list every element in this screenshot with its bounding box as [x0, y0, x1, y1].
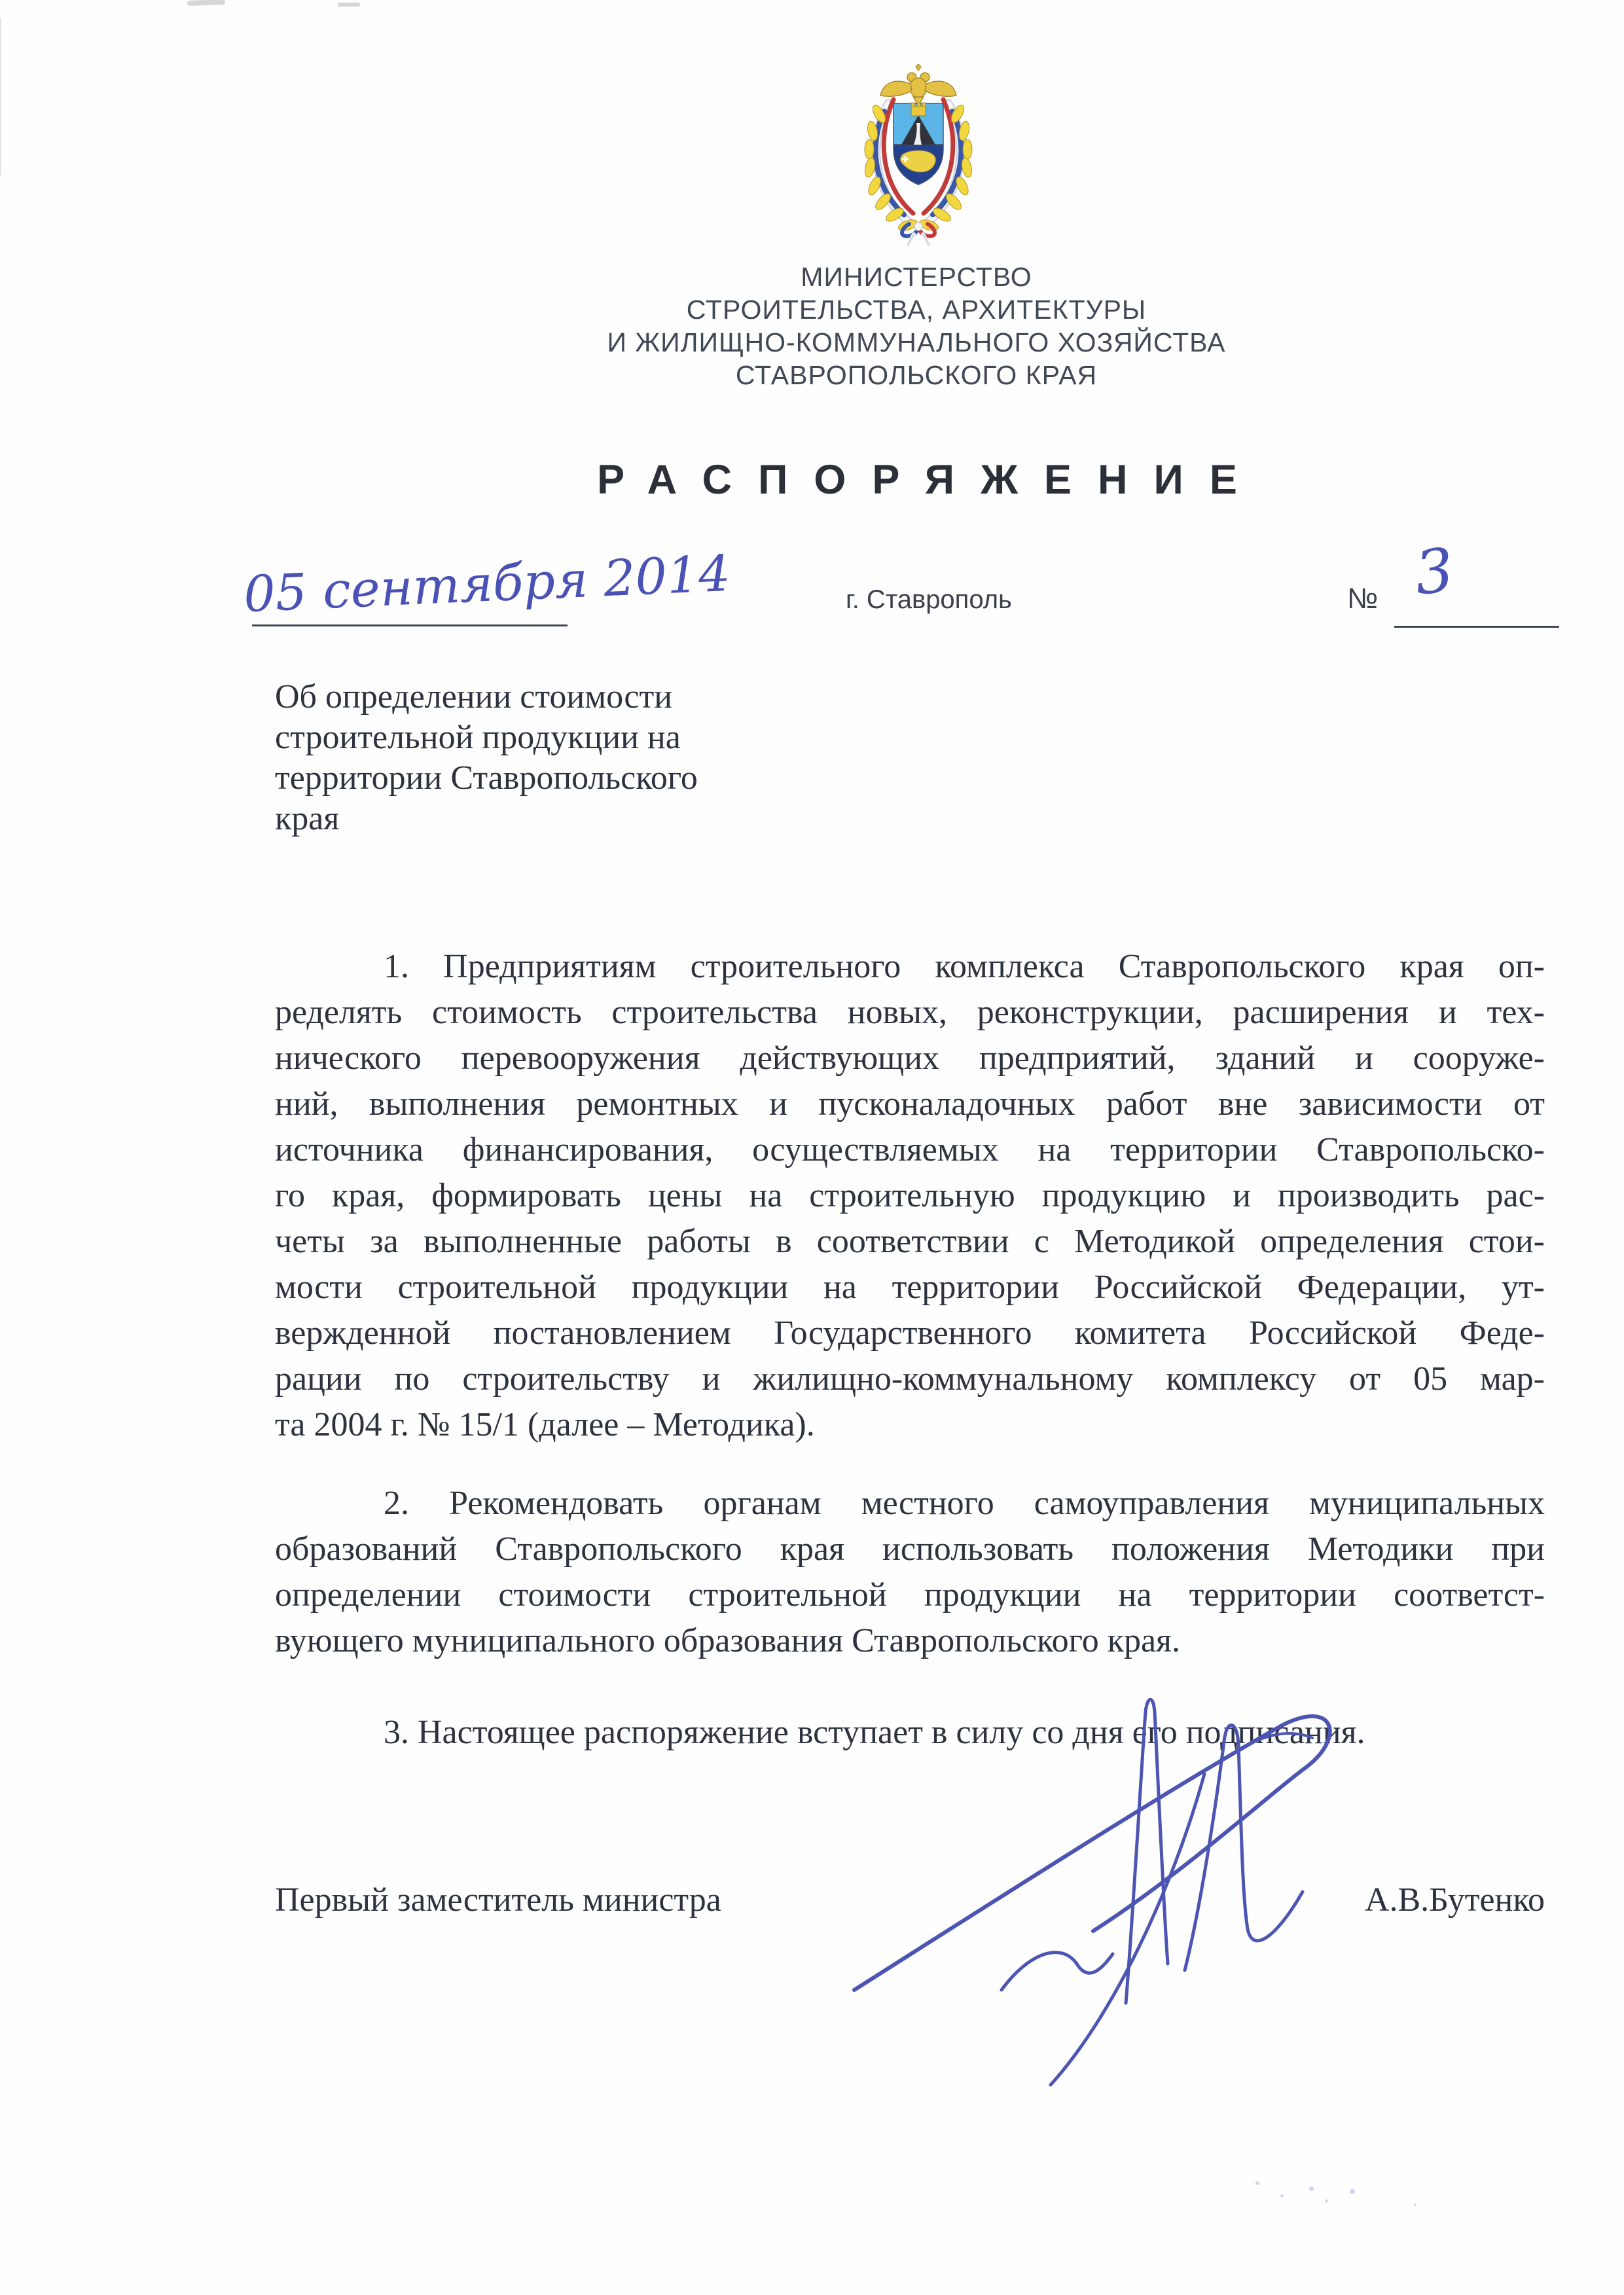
- document-body: [275, 944, 1545, 1756]
- scan-smudge: [187, 0, 225, 6]
- handwritten-date: 05 сентября 2014: [242, 543, 732, 624]
- text-line: Об определении стоимости: [275, 678, 673, 715]
- handwritten-signature: [818, 1676, 1375, 2108]
- ministry-name: [275, 261, 1558, 391]
- text-line: образований Ставропольского края использовать положения Методики при: [275, 1530, 1545, 1568]
- scan-smudge: [338, 3, 360, 7]
- scan-speck: [1309, 2186, 1314, 2191]
- text-line: та 2004 г. № 15/1 (далее – Методика).: [275, 1406, 815, 1443]
- text-line: СТАВРОПОЛЬСКОГО КРАЯ: [735, 360, 1098, 390]
- paragraph-2: [275, 1481, 1545, 1664]
- text-line: 1. Предприятиям строительного комплекса Ставропольского края оп-: [384, 948, 1545, 985]
- text-line: четы за выполненные работы в соответствии с Методикой определения стои-: [275, 1223, 1545, 1260]
- handwritten-number: 3: [1411, 535, 1457, 609]
- text-line: края: [275, 800, 340, 837]
- number-underline: [1394, 626, 1559, 628]
- scan-speck: [1350, 2189, 1355, 2194]
- signature-name: А.В.Бутенко: [1364, 1881, 1545, 1919]
- text-line: 2. Рекомендовать органам местного самоуправления муниципальных: [384, 1485, 1545, 1522]
- subject-heading: [275, 677, 825, 839]
- paragraph-1: [275, 944, 1545, 1448]
- text-line: нического перевооружения действующих предприятий, зданий и сооруже-: [275, 1039, 1545, 1077]
- coat-of-arms: [853, 63, 984, 249]
- scan-speck: [1255, 2181, 1259, 2185]
- text-line: СТРОИТЕЛЬСТВА, АРХИТЕКТУРЫ: [686, 295, 1147, 325]
- text-line: МИНИСТЕРСТВО: [801, 262, 1032, 292]
- shield-icon: [893, 103, 943, 185]
- scan-edge-artifact: [0, 18, 1, 175]
- text-line: источника финансирования, осуществляемых на территории Ставропольско-: [275, 1131, 1545, 1168]
- text-line: рации по строительству и жилищно-коммунальному комплексу от 05 мар-: [275, 1360, 1545, 1398]
- text-line: мости строительной продукции на территории Российской Федерации, ут-: [275, 1269, 1545, 1306]
- scan-speck: [1280, 2194, 1284, 2197]
- text-line: И ЖИЛИЩНО-КОММУНАЛЬНОГО ХОЗЯЙСТВА: [607, 327, 1226, 357]
- text-line: территории Ставропольского: [275, 759, 698, 797]
- text-line: вующего муниципального образования Ставропольского края.: [275, 1622, 1180, 1659]
- text-line: го края, формировать цены на строительную продукцию и производить рас-: [275, 1177, 1545, 1214]
- text-line: ний, выполнения ремонтных и пусконаладочных работ вне зависимости от: [275, 1085, 1545, 1123]
- text-line: 3. Настоящее распоряжение вступает в силу со дня его подписания.: [384, 1714, 1365, 1751]
- scan-speck: [1325, 2199, 1328, 2203]
- text-line: определении стоимости строительной продукции на территории соответст-: [275, 1576, 1545, 1614]
- number-label: №: [1347, 583, 1379, 615]
- text-line: строительной продукции на: [275, 719, 681, 756]
- text-line: ределять стоимость строительства новых, реконструкции, расширения и тех-: [275, 994, 1545, 1031]
- place-name: г. Ставрополь: [846, 585, 1012, 614]
- scan-speck: [1414, 2203, 1416, 2206]
- date-place-number-row: [242, 535, 1545, 649]
- text-line: вержденной постановлением Государственного комитета Российской Феде-: [275, 1314, 1545, 1352]
- signature-position-label: Первый заместитель министра: [275, 1881, 721, 1919]
- ribbon-bow-icon: [902, 223, 935, 245]
- date-underline: [252, 624, 568, 626]
- document-type-title: РАСПОРЯЖЕНИЕ: [597, 457, 1263, 503]
